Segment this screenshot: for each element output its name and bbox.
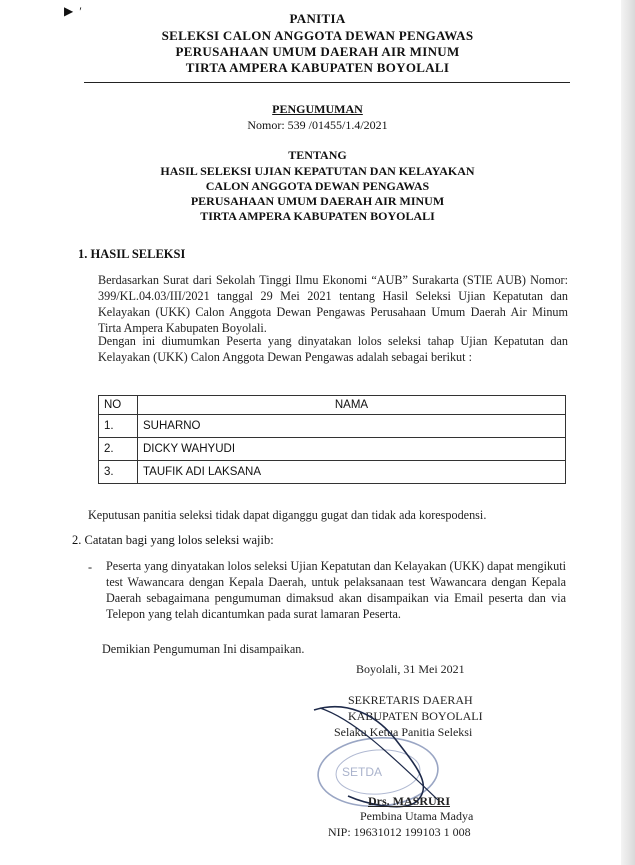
header-divider [84,82,570,83]
signatory-rank: Pembina Utama Madya [360,809,474,823]
closing-statement: Demikian Pengumuman Ini disampaikan. [102,642,305,656]
announcement-subject-3: PERUSAHAAN UMUM DAERAH AIR MINUM [190,194,445,208]
announcement-subject-2: CALON ANGGOTA DEWAN PENGAWAS [205,179,430,193]
signatory-name: Drs. MASRURI [368,794,450,808]
signatory-title-2: KABUPATEN BOYOLALI [348,709,483,723]
row-name: DICKY WAHYUDI [138,438,566,461]
announcement-subject-1: HASIL SELEKSI UJIAN KEPATUTAN DAN KELAYAKAN [160,164,475,178]
table-row [99,461,566,484]
section-1-paragraph-2: Dengan ini diumumkan Peserta yang dinyatakan lolos seleksi tahap Ujian Kepatutan dan Kelayakan (UKK) Calon Anggota Dewan Pengawas adalah sebagai berikut : [98,334,568,364]
header-line-1: PANITIA [289,11,346,26]
header-line-3: PERUSAHAAN UMUM DAERAH AIR MINUM [175,44,460,59]
column-header-no: NO [99,396,138,415]
announcement-number: Nomor: 539 /01455/1.4/2021 [247,118,388,132]
section-2-bullet-text: Peserta yang dinyatakan lolos seleksi Ujian Kepatutan dan Kelayakan (UKK) dapat mengikuti test Wawancara dengan Kepala Daerah, untuk pelaksanaan test Wawancara dengan Kepala Daerah sebagaimana pengumuman dimaksud akan disampaikan via Email peserta dan via Telepon yang telah dicantumkan pada surat lamaran Peserta. [106,559,566,621]
row-name: TAUFIK ADI LAKSANA [138,461,566,484]
stamp-label: SETDA [342,765,383,779]
row-number: 1. [99,415,138,438]
row-number: 2. [99,438,138,461]
selection-results-table [98,395,566,484]
place-date: Boyolali, 31 Mei 2021 [356,662,465,676]
bullet-dash: - [88,560,93,574]
decision-statement: Keputusan panitia seleksi tidak dapat diganggu gugat dan tidak ada korespodensi. [88,508,487,522]
header-line-4: TIRTA AMPERA KABUPATEN BOYOLALI [185,60,450,75]
column-header-name: NAMA [138,396,566,415]
header-line-2: SELEKSI CALON ANGGOTA DEWAN PENGAWAS [161,28,474,43]
section-1-heading: 1. HASIL SELEKSI [78,247,186,261]
announcement-tentang: TENTANG [288,148,347,162]
section-1-paragraph-1: Berdasarkan Surat dari Sekolah Tinggi Ilmu Ekonomi “AUB” Surakarta (STIE AUB) Nomor: 399/KL.04.03/III/2021 tanggal 29 Mei 2021 tentang Hasil Seleksi Ujian Kepatutan dan Kelayakan (UKK) Calon Anggota Dewan Pengawas Perusahaan Umum Daerah Air Minum Tirta Ampera Kabupaten Boyolali. [98,273,568,335]
announcement-subject-4: TIRTA AMPERA KABUPATEN BOYOLALI [200,209,435,223]
signatory-title-3: Selaku Ketua Panitia Seleksi [334,725,473,739]
row-name: SUHARNO [138,415,566,438]
section-2-heading: 2. Catatan bagi yang lolos seleksi wajib: [72,533,274,547]
announcement-label: PENGUMUMAN [272,102,363,116]
scan-mark-icon: ▶ ′ [64,4,82,18]
signatory-nip: NIP: 19631012 199103 1 008 [328,825,471,839]
table-row [99,415,566,438]
row-number: 3. [99,461,138,484]
table-header-row [99,396,566,415]
signatory-title-1: SEKRETARIS DAERAH [348,693,473,707]
table-row [99,438,566,461]
